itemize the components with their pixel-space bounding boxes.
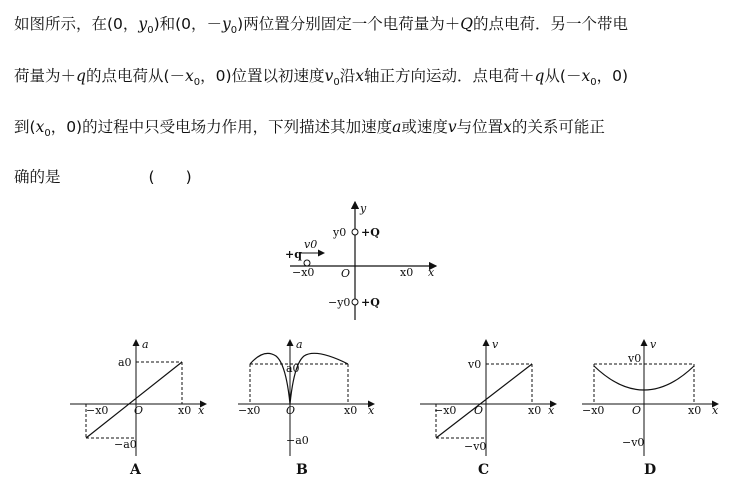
question-line-2: 荷量为＋q的点电荷从($-x_0$，0)位置以初速度$v_0$沿x轴正方向运动．点电荷＋q从($-x_0$，0)	[14, 67, 629, 89]
bottom-charge-dot	[352, 299, 358, 305]
moving-charge-label: +q	[285, 248, 302, 261]
svg-text:−x0: −x0	[86, 404, 109, 417]
svg-text:−a0: −a0	[114, 438, 137, 451]
curve-a	[86, 362, 182, 438]
velocity-label: v0	[304, 238, 318, 251]
option-a-graph	[66, 338, 216, 478]
svg-text:−x0: −x0	[582, 404, 605, 417]
option-a-label: A	[130, 462, 141, 478]
svg-text:x: x	[548, 404, 555, 417]
svg-text:a: a	[296, 338, 303, 351]
fig-origin: O	[341, 267, 351, 280]
svg-text:v0: v0	[628, 352, 642, 365]
option-c-label: C	[478, 462, 490, 478]
answer-blank: ( )	[148, 168, 192, 186]
top-charge-dot	[352, 229, 358, 235]
svg-text:−x0: −x0	[238, 404, 261, 417]
svg-text:−v0: −v0	[622, 436, 645, 449]
fig-x-label: x	[428, 266, 435, 279]
svg-text:O: O	[134, 404, 144, 417]
option-c-graph	[416, 338, 566, 478]
curve-c	[436, 364, 532, 438]
curve-b-right	[290, 353, 348, 404]
svg-text:x0: x0	[178, 404, 192, 417]
curve-b-left	[250, 353, 290, 404]
svg-text:v: v	[650, 338, 657, 351]
question-line-4: 确的是 ( )	[14, 168, 192, 186]
svg-text:v: v	[492, 338, 499, 351]
svg-text:a0: a0	[286, 362, 300, 375]
svg-text:x0: x0	[528, 404, 542, 417]
svg-text:x0: x0	[688, 404, 702, 417]
option-d-label: D	[644, 462, 657, 478]
left-pos-label: −x0	[292, 266, 315, 279]
bottom-charge-label: +Q	[361, 296, 380, 309]
right-pos-label: x0	[400, 266, 414, 279]
svg-text:x: x	[368, 404, 375, 417]
option-b-label: B	[296, 462, 308, 478]
svg-text:−a0: −a0	[286, 434, 309, 447]
option-d-graph	[578, 338, 728, 478]
svg-text:−x0: −x0	[434, 404, 457, 417]
question-line-1: 如图所示，在(0，$y_0$)和(0，$-y_0$)两位置分别固定一个电荷量为＋Q的点电荷．另一个带电	[14, 15, 628, 37]
svg-text:x: x	[712, 404, 719, 417]
svg-text:O: O	[632, 404, 642, 417]
svg-text:O: O	[286, 404, 296, 417]
svg-text:v0: v0	[468, 358, 482, 371]
svg-text:−v0: −v0	[464, 440, 487, 453]
top-pos-label: y0	[333, 226, 347, 239]
question-line-3: 到($x_0$，0)的过程中只受电场力作用，下列描述其加速度a或速度v与位置x的关系可能正	[14, 118, 605, 140]
svg-text:a0: a0	[118, 356, 132, 369]
bottom-pos-label: −y0	[328, 296, 351, 309]
svg-text:a: a	[142, 338, 149, 351]
fig-y-label: y	[360, 202, 367, 215]
svg-text:x0: x0	[344, 404, 358, 417]
option-b-graph	[234, 338, 384, 478]
top-charge-label: +Q	[361, 226, 380, 239]
svg-text:O: O	[474, 404, 484, 417]
svg-text:x: x	[198, 404, 205, 417]
